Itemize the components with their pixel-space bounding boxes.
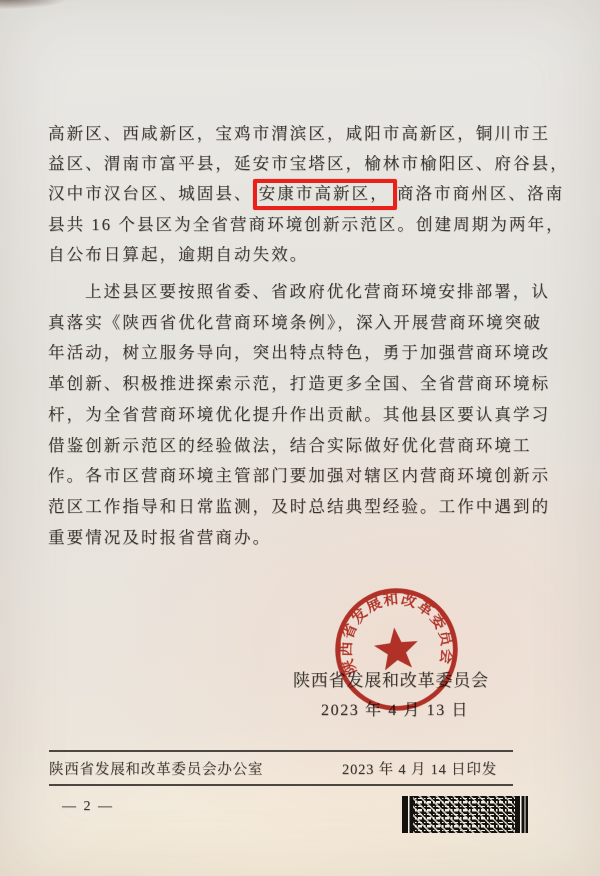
signature-date: 2023 年 4 月 13 日	[321, 702, 469, 719]
barcode	[402, 796, 528, 833]
seal-star-icon	[372, 625, 420, 671]
signature-org: 陕西省发展和改革委员会	[293, 671, 489, 690]
text-line: 作。各市区营商环境主管部门要加强对辖区内营商环境创新示	[48, 466, 551, 486]
text-segment: 商洛市商州区、洛南	[396, 184, 565, 204]
text-line: 年活动，树立服务导向，突出特点特色，勇于加强营商环境改	[48, 343, 551, 363]
footer-rule-bottom	[49, 784, 513, 786]
highlight-box: 安康市高新区，	[253, 179, 397, 210]
footer-rule-top	[49, 750, 513, 752]
seal-arc-text: 陕西省发展和改革委员会	[339, 591, 455, 677]
text-line: 革创新、积极推进探索示范，打造更多全国、全省营商环境标	[48, 374, 551, 394]
text-line: 上述县区要按照省委、省政府优化营商环境安排部署，认	[85, 282, 550, 301]
barcode-data-area	[413, 796, 515, 833]
footer-row	[49, 758, 497, 779]
text-line: 益区、渭南市富平县，延安市宝塔区，榆林市榆阳区、府谷县，	[48, 154, 569, 174]
text-line: 高新区、西咸新区，宝鸡市渭滨区，咸阳市高新区，铜川市王	[48, 124, 551, 143]
barcode-stop-bar	[515, 796, 528, 833]
footer-office: 陕西省发展和改革委员会办公室	[49, 762, 264, 778]
text-line: 杆，为全省营商环境优化提升作出贡献。其他县区要认真学习	[48, 404, 551, 424]
barcode-start-bar	[402, 796, 413, 833]
text-line: 范区工作指导和日常监测，及时总结典型经验。工作中遇到的	[48, 496, 551, 516]
text-line: 真落实《陕西省优化营商环境条例》，深入开展营商环境突破	[48, 312, 542, 332]
text-line: 县共 16 个县区为全省营商环境创新示范区。创建周期为两年，	[48, 214, 565, 234]
text-line-with-highlight	[48, 179, 565, 209]
official-seal	[320, 575, 472, 724]
page-number: — 2 —	[62, 799, 114, 814]
paragraph-districts-list	[48, 119, 569, 270]
text-line: 自公布日算起，逾期自动失效。	[48, 244, 309, 264]
text-line: 借鉴创新示范区的经验做法，结合实际做好优化营商环境工	[48, 435, 532, 455]
paragraph-requirements	[48, 277, 554, 553]
text-line: 重要情况及时报省营商办。	[48, 527, 272, 547]
footer-print-date: 2023 年 4 月 14 日印发	[342, 762, 497, 778]
text-segment: 汉中市汉台区、城固县、	[48, 184, 253, 204]
